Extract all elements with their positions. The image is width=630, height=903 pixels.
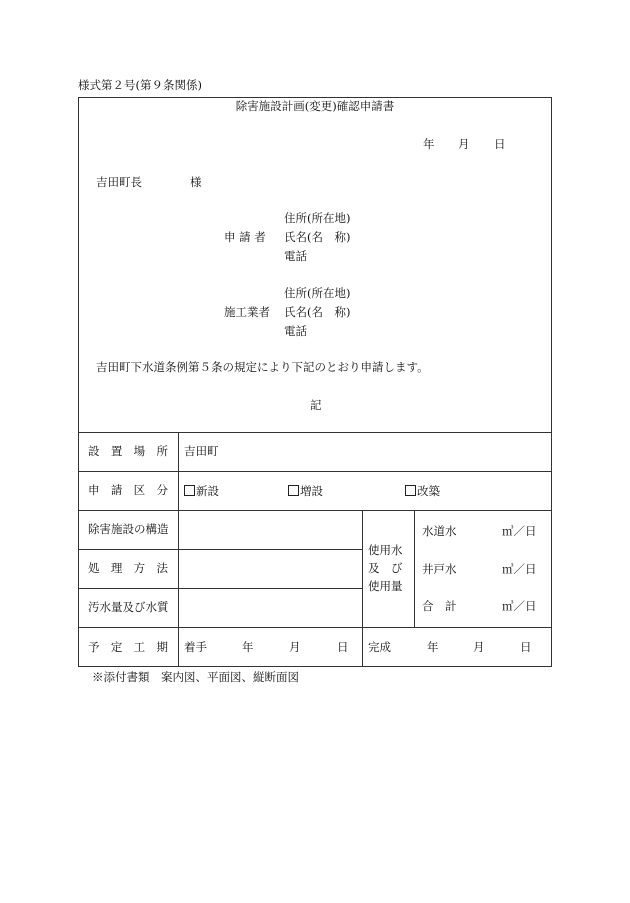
option-reconstruction-label: 改築 [417, 484, 440, 498]
option-expansion-label: 増設 [300, 484, 323, 498]
label-column-divider [178, 432, 179, 667]
end-day-label: 日 [520, 640, 532, 654]
water-items-divider [414, 510, 415, 627]
applicant-name-label: 氏名(名 称) [284, 230, 351, 244]
location-value: 吉田町 [184, 444, 219, 458]
start-year-label: 年 [242, 640, 254, 654]
well-water-label: 井戸水 [422, 562, 457, 576]
well-water-unit: ㎥／日 [502, 562, 537, 576]
application-statement: 吉田町下水道条例第５条の規定により下記のとおり申請します。 [96, 360, 429, 374]
option-new[interactable] [184, 485, 219, 498]
checkbox-icon[interactable] [184, 485, 195, 496]
option-reconstruction[interactable] [405, 485, 440, 498]
row-divider [78, 549, 362, 550]
method-label: 処 理 方 法 [88, 561, 168, 575]
checkbox-icon[interactable] [288, 485, 299, 496]
total-label: 合 計 [422, 599, 457, 613]
quality-label: 汚水量及び水質 [88, 600, 169, 614]
water-use-label-line1: 使用水 [368, 543, 403, 557]
water-use-label-line2: 及 び [368, 561, 403, 575]
applicant-phone-label: 電話 [284, 249, 307, 263]
option-new-label: 新設 [196, 484, 219, 498]
schedule-label: 予 定 工 期 [88, 640, 168, 654]
end-month-label: 月 [473, 640, 485, 654]
contractor-address-label: 住所(所在地) [284, 286, 351, 300]
start-day-label: 日 [337, 640, 349, 654]
end-label: 完成 [368, 640, 391, 654]
option-expansion[interactable] [288, 485, 323, 498]
table-top-line [78, 432, 552, 433]
contractor-role-label: 施工業者 [224, 305, 270, 319]
addressee-town: 吉田町長 [96, 175, 142, 189]
application-form [78, 97, 552, 667]
form-number: 様式第２号(第９条関係) [78, 78, 202, 92]
end-year-label: 年 [427, 640, 439, 654]
tap-water-unit: ㎥／日 [502, 524, 537, 538]
tap-water-label: 水道水 [422, 524, 457, 538]
checkbox-icon[interactable] [405, 485, 416, 496]
date-month-label: 月 [458, 137, 470, 151]
contractor-name-label: 氏名(名 称) [284, 305, 351, 319]
water-section-divider [362, 510, 363, 667]
total-unit: ㎥／日 [502, 599, 537, 613]
structure-label: 除害施設の構造 [88, 522, 169, 536]
water-use-label-line3: 使用量 [368, 579, 403, 593]
addressee-honorific: 様 [190, 175, 202, 189]
start-month-label: 月 [289, 640, 301, 654]
row-divider [78, 471, 552, 472]
date-day-label: 日 [494, 137, 506, 151]
attachments-note: ※添付書類 案内図、平面図、縦断面図 [92, 670, 299, 684]
ki-heading: 記 [310, 398, 322, 412]
date-year-label: 年 [423, 137, 435, 151]
row-divider [78, 627, 552, 628]
contractor-phone-label: 電話 [284, 324, 307, 338]
start-label: 着手 [184, 640, 207, 654]
row-divider [78, 510, 552, 511]
form-title: 除害施設計画(変更)確認申請書 [235, 99, 395, 113]
location-label: 設 置 場 所 [88, 444, 168, 458]
row-divider [78, 588, 362, 589]
applicant-role-label: 申 請 者 [224, 230, 266, 244]
category-label: 申 請 区 分 [88, 483, 168, 497]
applicant-address-label: 住所(所在地) [284, 211, 351, 225]
